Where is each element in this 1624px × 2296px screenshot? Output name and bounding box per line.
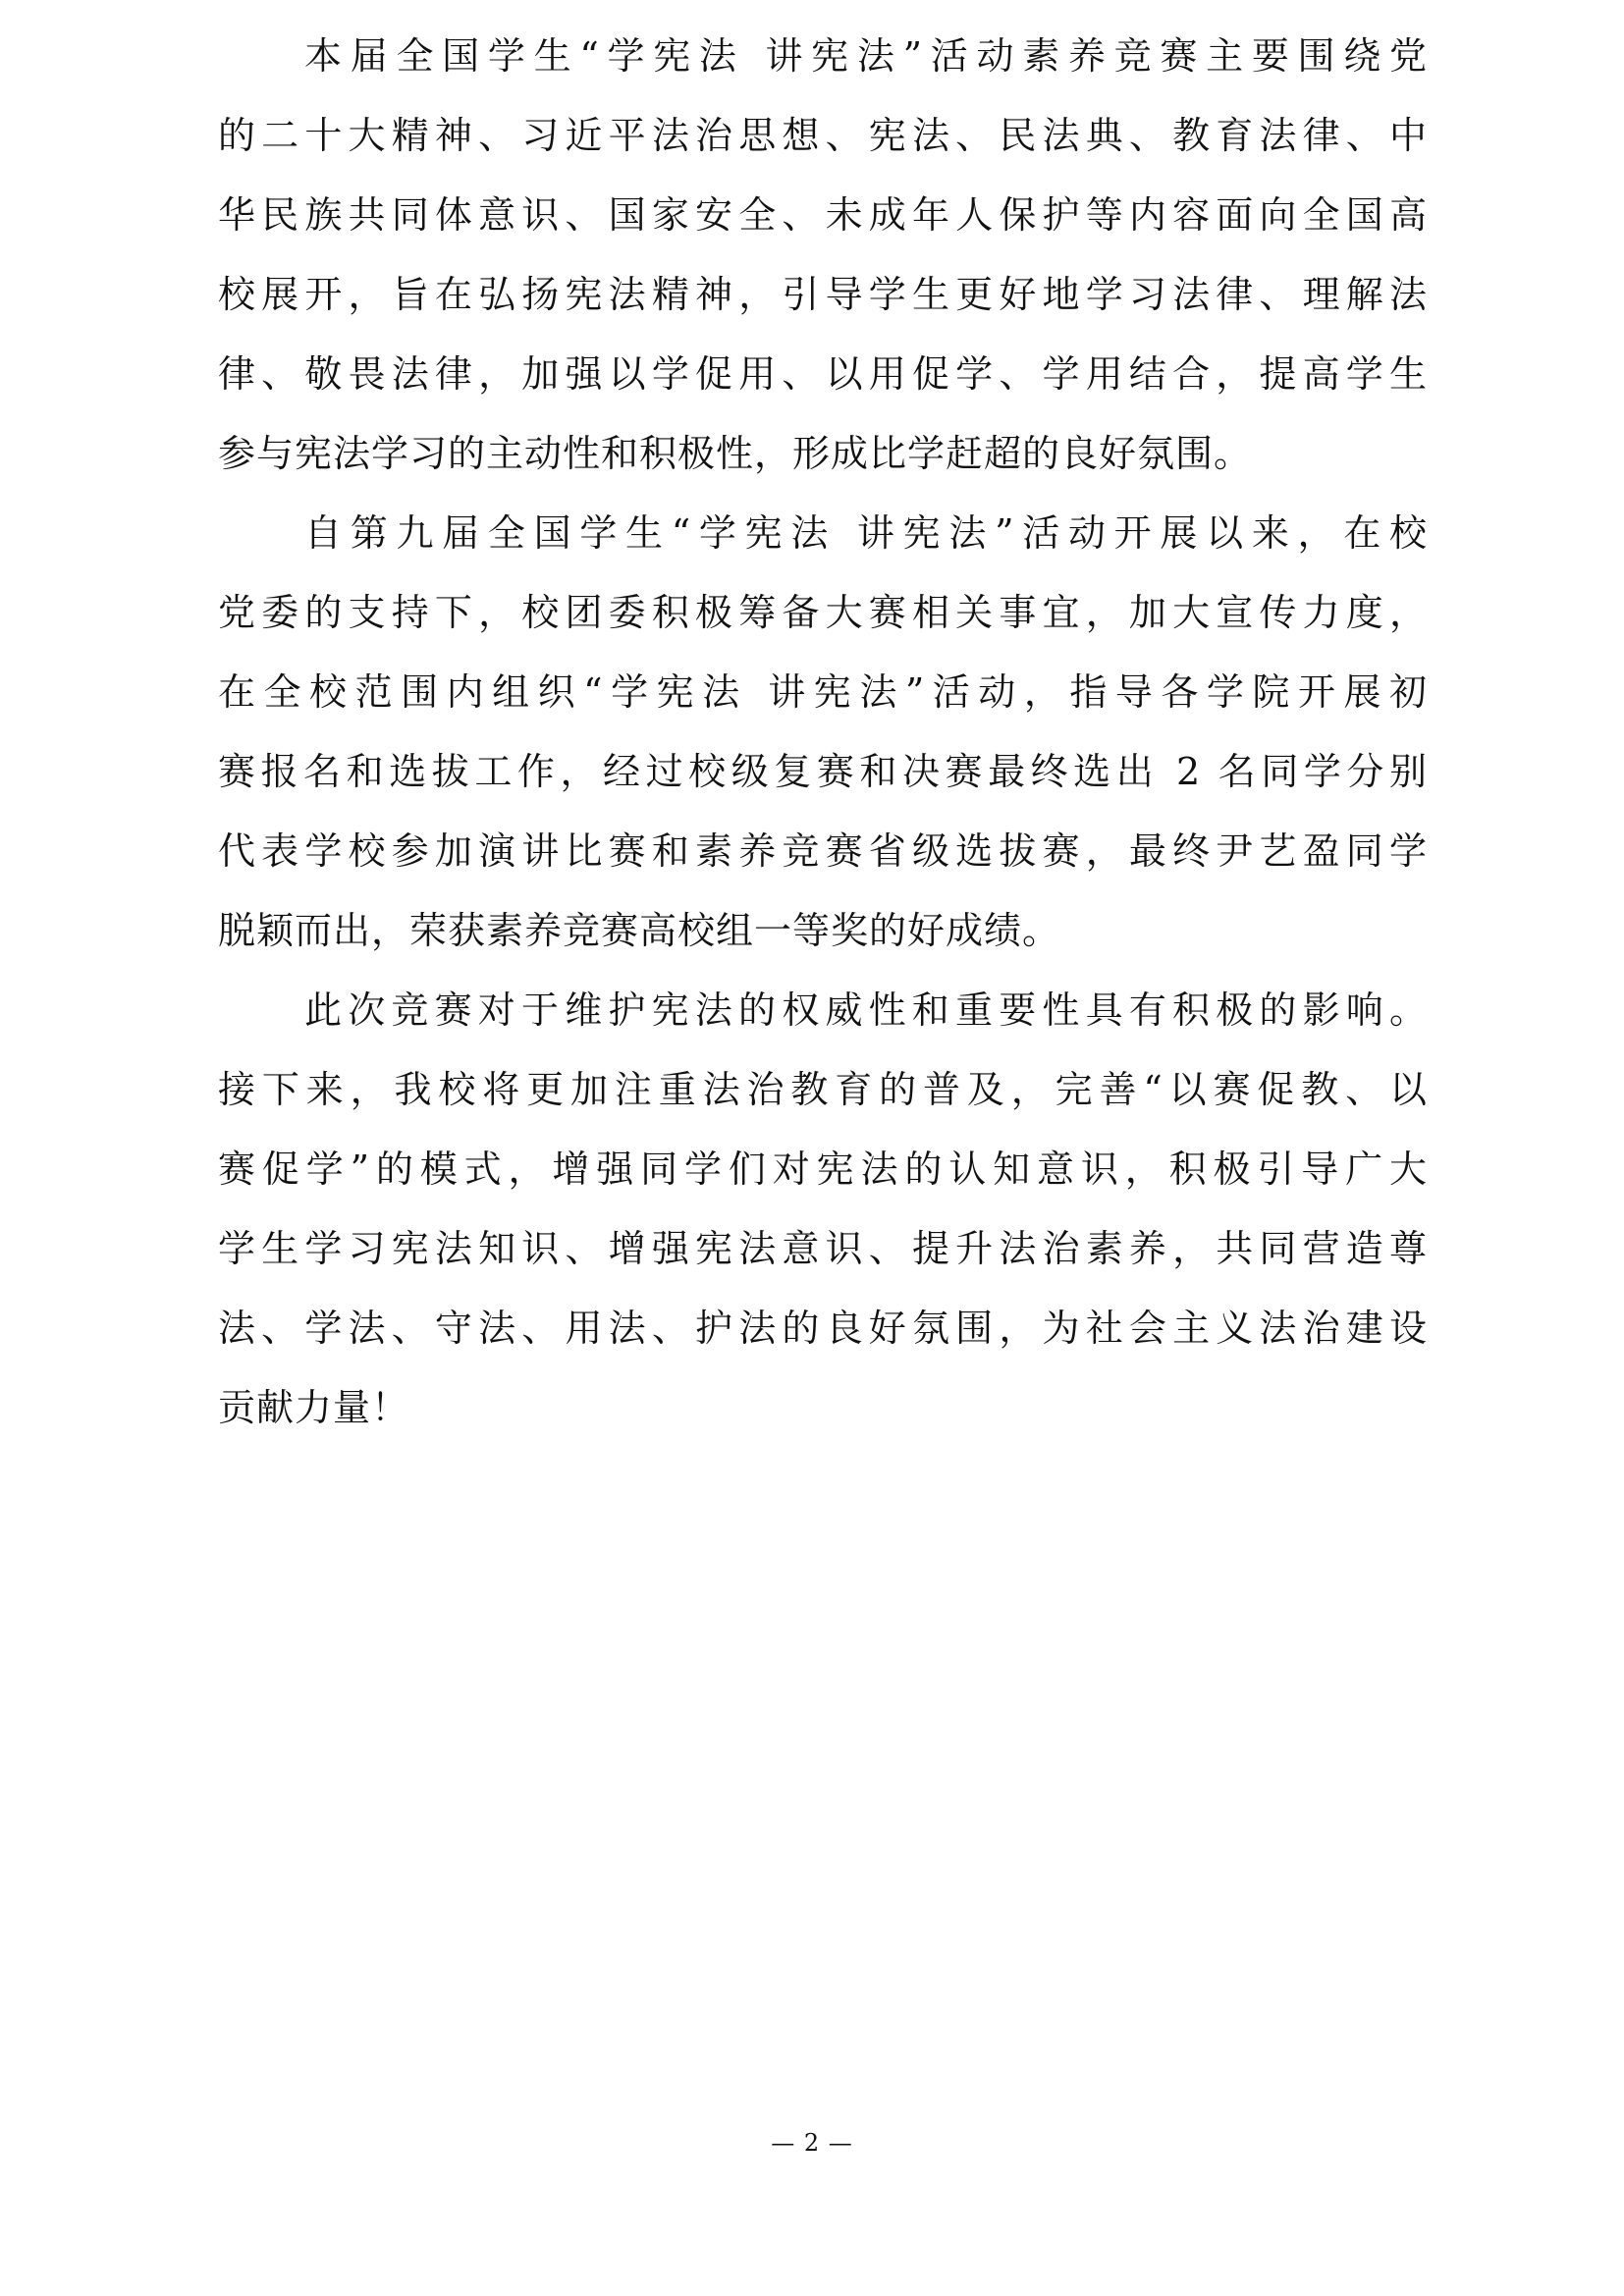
paragraph-3 [218,971,1428,1448]
paragraph-line: 接下来，我校将更加注重法治教育的普及，完善“以赛促教、以 [218,1068,1428,1111]
paragraph-2 [218,494,1428,971]
paragraph-1 [218,17,1428,494]
paragraph-line: 赛报名和选拔工作，经过校级复赛和决赛最终选出 2 名同学分别 [218,750,1428,793]
paragraph-line: 校展开，旨在弘扬宪法精神，引导学生更好地学习法律、理解法 [218,273,1428,316]
paragraph-line: 自第九届全国学生“学宪法 讲宪法”活动开展以来，在校 [304,511,1428,555]
paragraph-line: 贡献力量！ [218,1386,410,1429]
paragraph-line: 赛促学”的模式，增强同学们对宪法的认知意识，积极引导广大 [218,1148,1428,1191]
paragraph-line: 此次竞赛对于维护宪法的权威性和重要性具有积极的影响。 [304,988,1428,1032]
paragraph-line: 本届全国学生“学宪法 讲宪法”活动素养竞赛主要围绕党 [304,34,1428,78]
paragraph-line: 在全校范围内组织“学宪法 讲宪法”活动，指导各学院开展初 [218,670,1428,714]
paragraph-line: 代表学校参加演讲比赛和素养竞赛省级选拔赛，最终尹艺盈同学 [218,829,1428,873]
page-number: — 2 — [771,2129,853,2157]
paragraph-line: 华民族共同体意识、国家安全、未成年人保护等内容面向全国高 [218,193,1428,237]
paragraph-line: 参与宪法学习的主动性和积极性，形成比学赶超的良好氛围。 [218,432,1253,475]
paragraph-line: 党委的支持下，校团委积极筹备大赛相关事宜，加大宣传力度， [218,591,1428,634]
paragraph-line: 的二十大精神、习近平法治思想、宪法、民法典、教育法律、中 [218,114,1428,157]
body-text [218,17,1428,1448]
paragraph-line: 法、学法、守法、用法、护法的良好氛围，为社会主义法治建设 [218,1307,1428,1350]
paragraph-line: 律、敬畏法律，加强以学促用、以用促学、学用结合，提高学生 [218,352,1428,396]
paragraph-line: 学生学习宪法知识、增强宪法意识、提升法治素养，共同营造尊 [218,1227,1428,1270]
paragraph-line: 脱颖而出，荣获素养竞赛高校组一等奖的好成绩。 [218,909,1061,952]
